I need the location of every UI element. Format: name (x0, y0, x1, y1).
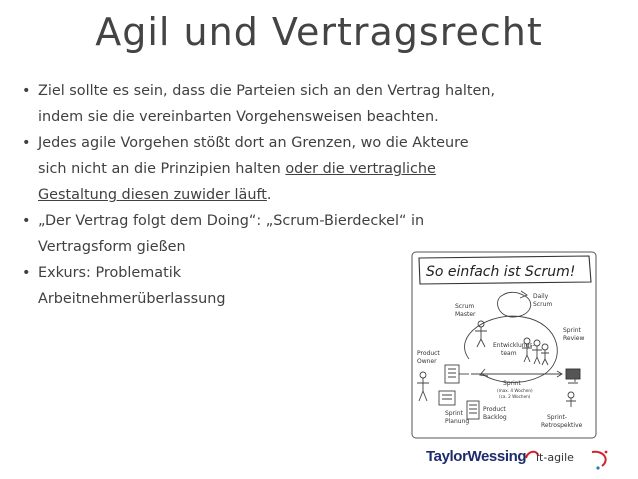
bullet-item (22, 78, 612, 130)
bullet-item (22, 130, 612, 208)
bullet-text: Ziel sollte es sein, dass die Parteien sich an den Vertrag halten, (38, 83, 496, 99)
label-retro-2: Retrospektive (541, 422, 583, 429)
label-daily-scrum-1: Daily (533, 293, 549, 300)
scrum-master-figure-icon (475, 321, 487, 347)
itagile-logo (522, 446, 612, 472)
label-sprint-planning-2: Planung (445, 418, 470, 425)
label-sprint-review-2: Review (563, 335, 585, 342)
itagile-logo-text: it-agile (536, 451, 574, 464)
bullet-text: . (266, 187, 272, 203)
bullet-text: Vertragsform gießen (38, 239, 186, 255)
label-retro-1: Sprint- (547, 414, 568, 421)
bullet-text: Exkurs: Problematik (38, 265, 182, 281)
bullet-marker: • (22, 83, 31, 99)
bullet-text: sich nicht an die Prinzipien halten (38, 161, 286, 177)
bullet-text: Jedes agile Vorgehen stößt dort an Grenzen, wo die Akteure (38, 135, 469, 151)
product-owner-figure-icon (417, 372, 429, 401)
bullet-text: Arbeitnehmerüberlassung (38, 291, 226, 307)
bullet-marker: • (22, 135, 31, 151)
sprint-planning-board-icon (439, 391, 455, 405)
label-sprint-3: (ca. 2 Wochen) (499, 394, 531, 399)
backlog-list-icon (445, 365, 469, 383)
label-sprint-2: (max. 4 Wochen) (497, 388, 533, 393)
taylorwessing-logo: TaylorWessing (426, 448, 527, 465)
bullet-text: „Der Vertrag folgt dem Doing“: „Scrum-Bierdeckel“ in (38, 213, 425, 229)
increment-monitor-icon (566, 369, 580, 383)
bullet-text: indem sie die vereinbarten Vorgehensweisen beachten. (38, 109, 439, 125)
label-daily-scrum-2: Scrum (533, 301, 553, 308)
underlined-text: oder die vertragliche (285, 161, 436, 177)
label-product-backlog-1: Product (483, 406, 506, 413)
daily-scrum-loop (498, 292, 531, 317)
label-dev-team-1: Entwicklungs- (493, 342, 535, 349)
label-dev-team-2: team (501, 350, 517, 357)
label-product-owner-2: Owner (417, 358, 437, 365)
bullet-marker: • (22, 265, 31, 281)
sketch-banner-text: So einfach ist Scrum! (426, 264, 576, 280)
retrospective-figure-icon (566, 392, 576, 407)
label-product-backlog-2: Backlog (483, 414, 507, 421)
product-backlog-stack-icon (467, 401, 479, 419)
label-sprint-review-1: Sprint (563, 327, 581, 334)
footer-logos (426, 446, 626, 476)
bullet-marker: • (22, 213, 31, 229)
scrum-sketch-illustration (411, 251, 597, 439)
label-scrum-master-1: Scrum (455, 303, 475, 310)
underlined-text: Gestaltung diesen zuwider läuft (38, 187, 267, 203)
label-sprint-1: Sprint (503, 380, 521, 387)
label-scrum-master-2: Master (455, 311, 476, 318)
label-product-owner-1: Product (417, 350, 440, 357)
label-sprint-planning-1: Sprint (445, 410, 463, 417)
slide-title: Agil und Vertragsrecht (95, 10, 543, 54)
